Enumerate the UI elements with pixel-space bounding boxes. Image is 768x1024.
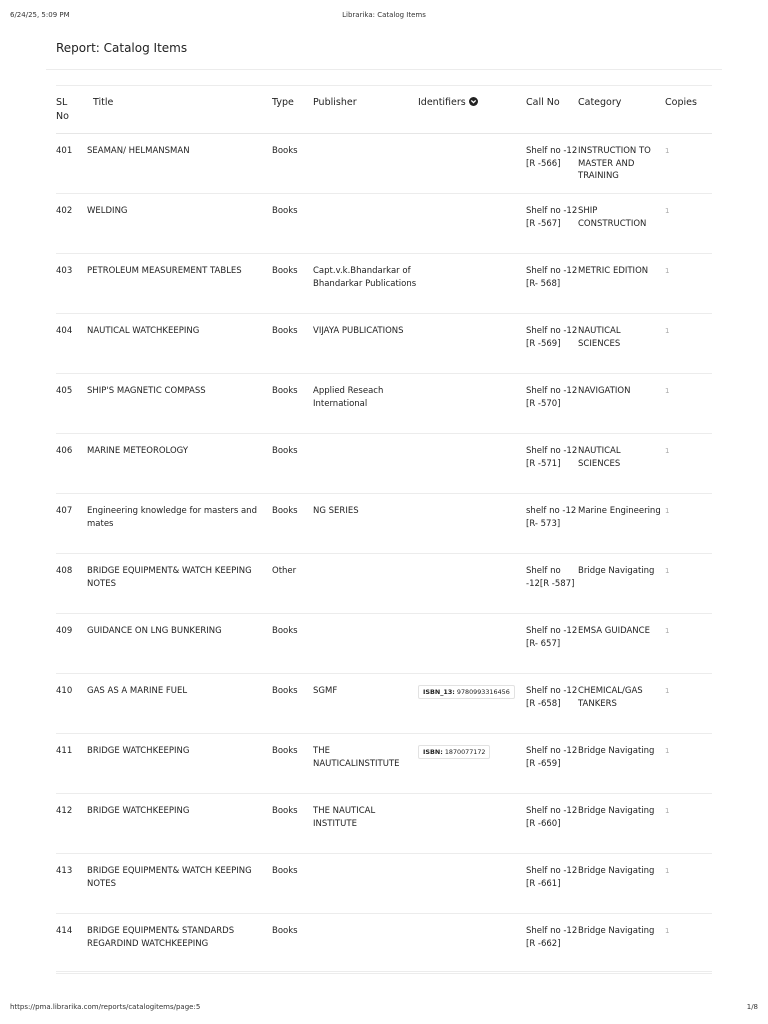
call-no-cell: Shelf no -12 [R- 657]	[526, 626, 578, 649]
print-page-number: 1/8	[746, 1003, 758, 1011]
chevron-down-icon[interactable]	[469, 97, 478, 106]
type-cell: Books	[272, 686, 298, 696]
publisher-cell	[313, 434, 418, 494]
category-cell: Bridge Navigating	[578, 806, 655, 816]
call-no-cell: shelf no -12 [R- 573]	[526, 506, 577, 529]
identifiers-cell	[418, 914, 526, 974]
type-cell: Books	[272, 926, 298, 936]
copies-cell: 1	[665, 627, 670, 635]
col-header-sl-no[interactable]	[56, 86, 87, 134]
copies-cell: 1	[665, 507, 670, 515]
table-row[interactable]	[56, 134, 712, 194]
sl-header-line1: SL	[56, 97, 68, 108]
identifiers-cell	[418, 314, 526, 374]
identifiers-cell	[418, 494, 526, 554]
type-cell: Other	[272, 566, 297, 576]
type-cell: Books	[272, 506, 298, 516]
publisher-cell	[313, 554, 418, 614]
table-row[interactable]	[56, 614, 712, 674]
col-header-category[interactable]: Category	[578, 97, 622, 108]
identifiers-cell	[418, 734, 526, 794]
catalog-table	[56, 85, 712, 974]
identifiers-cell	[418, 194, 526, 254]
title-cell[interactable]: GAS AS A MARINE FUEL	[87, 686, 188, 696]
table-row[interactable]	[56, 434, 712, 494]
table-row[interactable]	[56, 734, 712, 794]
publisher-cell	[313, 134, 418, 194]
publisher-cell: Applied Reseach International	[313, 386, 384, 409]
type-cell: Books	[272, 806, 298, 816]
table-row[interactable]	[56, 674, 712, 734]
title-cell[interactable]: BRIDGE EQUIPMENT& WATCH KEEPING NOTES	[87, 866, 252, 889]
copies-cell: 1	[665, 327, 670, 335]
call-no-cell: Shelf no -12 [R -658]	[526, 686, 578, 709]
title-cell[interactable]: SEAMAN/ HELMANSMAN	[87, 146, 190, 156]
identifiers-cell	[418, 674, 526, 734]
identifier-badge	[418, 685, 515, 699]
type-cell: Books	[272, 326, 298, 336]
publisher-cell: NG SERIES	[313, 506, 359, 516]
table-row[interactable]	[56, 314, 712, 374]
category-cell: CHEMICAL/GAS TANKERS	[578, 686, 643, 709]
copies-cell: 1	[665, 567, 670, 575]
publisher-cell	[313, 194, 418, 254]
publisher-cell: SGMF	[313, 686, 338, 696]
print-url: https://pma.librarika.com/reports/catalogitems/page:5	[10, 1003, 201, 1011]
page-title: Report: Catalog Items	[56, 41, 188, 55]
publisher-cell	[313, 614, 418, 674]
call-no-cell: Shelf no -12 [R -660]	[526, 806, 578, 829]
copies-cell: 1	[665, 807, 670, 815]
table-row[interactable]	[56, 914, 712, 974]
sl-no-cell: 401	[56, 146, 73, 156]
sl-no-cell: 407	[56, 506, 73, 516]
sl-no-cell: 403	[56, 266, 73, 276]
title-divider	[46, 69, 722, 70]
sl-no-cell: 414	[56, 926, 73, 936]
type-cell: Books	[272, 446, 298, 456]
type-cell: Books	[272, 146, 298, 156]
call-no-cell: Shelf no -12 [R -662]	[526, 926, 578, 949]
type-cell: Books	[272, 746, 298, 756]
type-cell: Books	[272, 206, 298, 216]
copies-cell: 1	[665, 387, 670, 395]
identifiers-cell	[418, 854, 526, 914]
category-cell: INSTRUCTION TO MASTER AND TRAINING	[578, 146, 651, 182]
publisher-cell: THE NAUTICALINSTITUTE	[313, 746, 400, 769]
title-cell[interactable]: BRIDGE EQUIPMENT& WATCH KEEPING NOTES	[87, 566, 252, 589]
print-header	[0, 11, 768, 23]
identifiers-cell	[418, 554, 526, 614]
call-no-cell: Shelf no -12 [R -567]	[526, 206, 578, 229]
call-no-cell: Shelf no -12 [R -566]	[526, 146, 578, 169]
col-header-publisher[interactable]: Publisher	[313, 97, 357, 108]
publisher-cell	[313, 914, 418, 974]
category-cell: Bridge Navigating	[578, 566, 655, 576]
identifiers-cell	[418, 794, 526, 854]
copies-cell: 1	[665, 867, 670, 875]
identifiers-cell	[418, 434, 526, 494]
identifiers-header-label: Identifiers	[418, 97, 466, 108]
publisher-cell: VIJAYA PUBLICATIONS	[313, 326, 404, 336]
call-no-cell: Shelf no -12 [R -571]	[526, 446, 578, 469]
sl-no-cell: 405	[56, 386, 73, 396]
table-row[interactable]	[56, 374, 712, 434]
title-cell[interactable]: BRIDGE EQUIPMENT& STANDARDS REGARDIND WATCHKEEPING	[87, 926, 235, 949]
title-cell[interactable]: WELDING	[87, 206, 128, 216]
type-cell: Books	[272, 266, 298, 276]
table-row[interactable]	[56, 254, 712, 314]
title-cell[interactable]: BRIDGE WATCHKEEPING	[87, 806, 190, 816]
title-cell[interactable]: MARINE METEOROLOGY	[87, 446, 189, 456]
table-bottom-divider	[56, 971, 712, 972]
publisher-cell: THE NAUTICAL INSTITUTE	[313, 806, 376, 829]
sl-no-cell: 406	[56, 446, 73, 456]
sl-no-cell: 411	[56, 746, 73, 756]
copies-cell: 1	[665, 147, 670, 155]
table-row[interactable]	[56, 554, 712, 614]
category-cell: NAVIGATION	[578, 386, 631, 396]
call-no-cell: Shelf no -12[R -587]	[526, 566, 575, 589]
print-datetime: 6/24/25, 5:09 PM	[10, 11, 70, 19]
title-cell[interactable]: BRIDGE WATCHKEEPING	[87, 746, 190, 756]
copies-cell: 1	[665, 267, 670, 275]
identifier-value: 9780993316456	[456, 688, 510, 696]
category-cell: Marine Engineering	[578, 506, 661, 516]
table-header-row	[56, 86, 712, 134]
sl-no-cell: 412	[56, 806, 73, 816]
type-cell: Books	[272, 626, 298, 636]
copies-cell: 1	[665, 687, 670, 695]
title-cell[interactable]: Engineering knowledge for masters and mates	[87, 506, 257, 529]
publisher-cell: Capt.v.k.Bhandarkar of Bhandarkar Publications	[313, 266, 417, 289]
category-cell: SHIP CONSTRUCTION	[578, 206, 647, 229]
col-header-type[interactable]: Type	[272, 97, 294, 108]
sl-no-cell: 413	[56, 866, 73, 876]
category-cell: METRIC EDITION	[578, 266, 649, 276]
col-header-call-no[interactable]: Call No	[526, 97, 560, 108]
copies-cell: 1	[665, 747, 670, 755]
publisher-cell	[313, 854, 418, 914]
category-cell: Bridge Navigating	[578, 926, 655, 936]
identifiers-cell	[418, 134, 526, 194]
title-cell[interactable]: SHIP'S MAGNETIC COMPASS	[87, 386, 206, 396]
identifier-value: 1870077172	[444, 748, 486, 756]
sl-no-cell: 409	[56, 626, 73, 636]
table-row[interactable]	[56, 794, 712, 854]
print-footer	[0, 1003, 768, 1015]
print-doc-title: Librarika: Catalog Items	[342, 11, 426, 19]
category-cell: NAUTICAL SCIENCES	[578, 326, 621, 349]
sl-header-line2: No	[56, 111, 69, 122]
type-cell: Books	[272, 386, 298, 396]
sl-no-cell: 404	[56, 326, 73, 336]
title-cell[interactable]: NAUTICAL WATCHKEEPING	[87, 326, 200, 336]
identifier-badge	[418, 745, 490, 759]
table-row[interactable]	[56, 854, 712, 914]
table-row[interactable]	[56, 494, 712, 554]
copies-cell: 1	[665, 447, 670, 455]
identifiers-cell	[418, 254, 526, 314]
title-cell[interactable]: GUIDANCE ON LNG BUNKERING	[87, 626, 222, 636]
sl-no-cell: 402	[56, 206, 73, 216]
call-no-cell: Shelf no -12 [R- 568]	[526, 266, 578, 289]
call-no-cell: Shelf no -12 [R -570]	[526, 386, 578, 409]
category-cell: NAUTICAL SCIENCES	[578, 446, 621, 469]
identifiers-cell	[418, 374, 526, 434]
copies-cell: 1	[665, 207, 670, 215]
sl-no-cell: 408	[56, 566, 73, 576]
col-header-identifiers[interactable]	[418, 86, 526, 134]
identifier-label: ISBN:	[423, 748, 443, 756]
category-cell: EMSA GUIDANCE	[578, 626, 650, 636]
sl-no-cell: 410	[56, 686, 73, 696]
call-no-cell: Shelf no -12 [R -659]	[526, 746, 578, 769]
identifiers-cell	[418, 614, 526, 674]
identifier-label: ISBN_13:	[423, 688, 455, 696]
call-no-cell: Shelf no -12 [R -569]	[526, 326, 578, 349]
category-cell: Bridge Navigating	[578, 866, 655, 876]
col-header-copies[interactable]: Copies	[665, 97, 697, 108]
table-row[interactable]	[56, 194, 712, 254]
call-no-cell: Shelf no -12 [R -661]	[526, 866, 578, 889]
copies-cell: 1	[665, 927, 670, 935]
type-cell: Books	[272, 866, 298, 876]
title-cell[interactable]: PETROLEUM MEASUREMENT TABLES	[87, 266, 242, 276]
col-header-title[interactable]: Title	[93, 97, 114, 108]
category-cell: Bridge Navigating	[578, 746, 655, 756]
